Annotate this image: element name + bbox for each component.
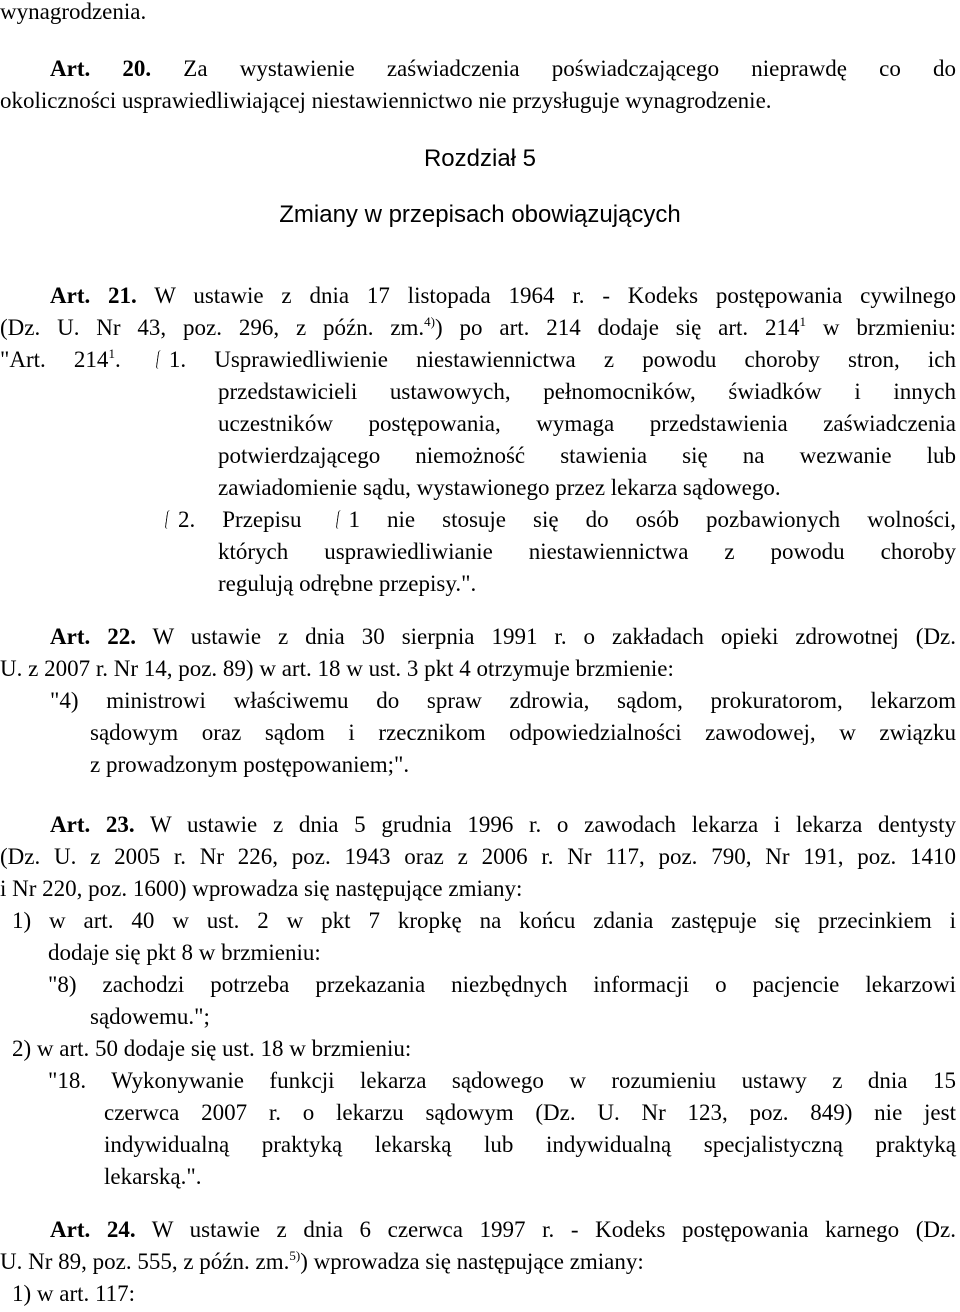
text-line: 1) w art. 40 w ust. 2 w pkt 7 kropkę na końcu zdania zastępuje się przecinkiem i (12, 908, 956, 933)
text-line: "Art. $214^1$. 1. Usprawiedliwienie niestawiennictwa z powodu choroby stron, ich (0, 346, 956, 372)
article-21-line: Art. 21. W ustawie z dnia 17 listopada 1964 r. - Kodeks postępowania cywilnego (50, 283, 956, 308)
text-line: zawiadomienie sądu, wystawionego przez lekarza sądowego. (218, 475, 781, 500)
article-22-line: Art. 22. W ustawie z dnia 30 sierpnia 1991 r. o zakładach opieki zdrowotnej (Dz. (50, 624, 957, 649)
text-line: U. z 2007 r. Nr 14, poz. 89) w art. 18 w ust. 3 pkt 4 otrzymuje brzmienie: (0, 656, 674, 681)
article-label: Art. 24. (50, 1217, 136, 1242)
text-line: okoliczności usprawiedliwiającej niestawiennictwo nie przysługuje wynagrodzenie. (0, 88, 772, 113)
text-line: 2) w art. 50 dodaje się ust. 18 w brzmieniu: (12, 1036, 412, 1061)
chapter-number: Rozdział 5 (423, 145, 537, 172)
section-sign-icon (329, 506, 349, 530)
section-sign-icon (149, 346, 169, 370)
article-label: Art. 20. (50, 56, 152, 81)
article-label: Art. 21. (50, 283, 137, 308)
text-line: (Dz. U. Nr 43, poz. 296, z późn. zm.$^{4)}$) po art. 214 dodaje się art. $214^1$ w brzmieniu: (0, 314, 956, 340)
text-line: sądowym oraz sądom i rzecznikom odpowiedzialności zawodowej, w związku (90, 720, 956, 745)
text-line: "4) ministrowi właściwemu do spraw zdrowia, sądom, prokuratorom, lekarzom (50, 688, 956, 713)
text-line: uczestników postępowania, wymaga przedstawienia zaświadczenia (218, 411, 956, 436)
text-line: "8) zachodzi potrzeba przekazania niezbędnych informacji o pacjencie lekarzowi (48, 972, 956, 997)
text-line: wynagrodzenia. (0, 0, 147, 24)
footnote-marker: 5) (289, 1248, 301, 1263)
footnote-marker: 4) (424, 314, 436, 329)
text-line: i Nr 220, poz. 1600) wprowadza się następujące zmiany: (0, 876, 523, 901)
text-line: 1) w art. 117: (12, 1281, 136, 1306)
article-23-line: Art. 23. W ustawie z dnia 5 grudnia 1996 r. o zawodach lekarza i lekarza dentysty (50, 812, 956, 837)
article-24-line: Art. 24. W ustawie z dnia 6 czerwca 1997 r. - Kodeks postępowania karnego (Dz. (50, 1217, 956, 1242)
text-line: dodaje się pkt 8 w brzmieniu: (48, 940, 321, 965)
text-line: przedstawicieli ustawowych, pełnomocników, świadków i innych (218, 379, 956, 404)
article-label: Art. 22. (50, 624, 136, 649)
chapter-title: Zmiany w przepisach obowiązujących (279, 201, 681, 228)
text-line: (Dz. U. z 2005 r. Nr 226, poz. 1943 oraz z 2006 r. Nr 117, poz. 790, Nr 191, poz. 1410 (0, 844, 956, 869)
text-line: U. Nr 89, poz. 555, z późn. zm.$^{5)}$) wprowadza się następujące zmiany: (0, 1248, 644, 1274)
text-line: indywidualną praktyką lekarską lub indywidualną specjalistyczną praktyką (104, 1132, 956, 1157)
text-line: lekarską.". (104, 1164, 202, 1189)
text-line: czerwca 2007 r. o lekarzu sądowym (Dz. U. Nr 123, poz. 849) nie jest (104, 1100, 956, 1125)
article-20-line: Art. 20. Za wystawienie zaświadczenia poświadczającego nieprawdę co do (50, 56, 957, 81)
text-line: których usprawiedliwianie niestawiennictwa z powodu choroby (218, 539, 956, 564)
text-line: sądowemu."; (90, 1004, 210, 1029)
section-sign-icon (158, 506, 178, 530)
text-line: 2. Przepisu 1 nie stosuje się do osób pozbawionych wolności, (158, 505, 956, 535)
text-line: "18. Wykonywanie funkcji lekarza sądowego w rozumieniu ustawy z dnia 15 (48, 1068, 956, 1093)
text-line: potwierdzającego niemożność stawienia się na wezwanie lub (218, 443, 956, 468)
text-line: z prowadzonym postępowaniem;". (90, 752, 410, 777)
text-line: regulują odrębne przepisy.". (218, 571, 477, 596)
article-label: Art. 23. (50, 812, 135, 837)
